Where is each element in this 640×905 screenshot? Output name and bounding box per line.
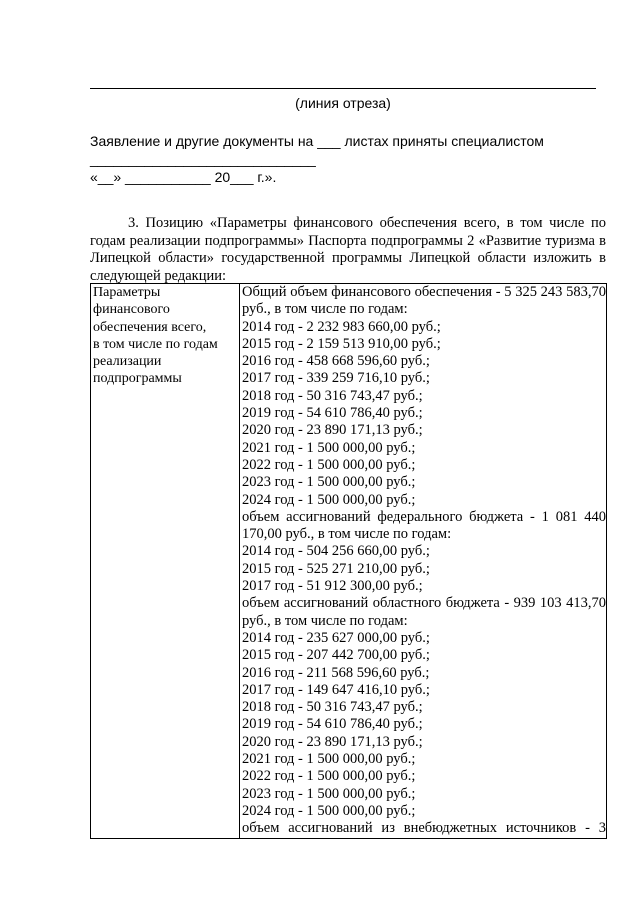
year-line: 2021 год - 1 500 000,00 руб.; xyxy=(242,751,416,768)
year-line: 2023 год - 1 500 000,00 руб.; xyxy=(242,474,416,491)
amendment-text: 3. Позицию «Параметры финансового обеспечения всего, в том числе по годам реализации подпрограммы» Паспорта подпрограммы 2 «Развитие туризма в Липецкой области» государственной программы Липецкой области изложить в следующей редакции: xyxy=(90,215,606,284)
year-line: 2014 год - 2 232 983 660,00 руб.; xyxy=(242,318,441,335)
parameter-label-cell xyxy=(91,284,240,839)
year-line: 2014 год - 235 627 000,00 руб.; xyxy=(242,629,430,646)
year-line: 2015 год - 525 271 210,00 руб.; xyxy=(242,560,430,577)
year-line: 2016 год - 458 668 596,60 руб.; xyxy=(242,353,430,370)
receipt-line-date: «__» ___________ 20___ г.». xyxy=(90,169,277,185)
receipt-block xyxy=(90,132,596,186)
cut-line xyxy=(90,88,596,89)
year-line: 2017 год - 51 912 300,00 руб.; xyxy=(242,578,423,595)
label-line: финансового xyxy=(93,302,170,318)
receipt-line-documents: Заявление и другие документы на ___ листах приняты специалистом xyxy=(90,133,544,149)
year-line: 2017 год - 149 647 416,10 руб.; xyxy=(242,681,430,698)
year-line: 2022 год - 1 500 000,00 руб.; xyxy=(242,456,416,473)
regional-header: объем ассигнований областного бюджета - 939 103 413,70 руб., в том числе по годам: xyxy=(242,595,606,629)
year-line: 2023 год - 1 500 000,00 руб.; xyxy=(242,785,416,802)
federal-header: объем ассигнований федерального бюджета - 1 081 440 170,00 руб., в том числе по годам: xyxy=(242,508,606,543)
year-line: 2014 год - 504 256 660,00 руб.; xyxy=(242,543,430,560)
label-line: реализации xyxy=(93,354,162,370)
label-line: подпрограммы xyxy=(93,371,182,387)
table-row xyxy=(91,284,607,839)
year-line: 2020 год - 23 890 171,13 руб.; xyxy=(242,422,423,439)
extra-budget-header: объем ассигнований из внебюджетных источников - 3 xyxy=(242,820,606,837)
label-line: Параметры xyxy=(93,285,161,300)
year-line: 2015 год - 207 442 700,00 руб.; xyxy=(242,647,430,664)
amendment-paragraph xyxy=(90,215,606,285)
year-line: 2016 год - 211 568 596,60 руб.; xyxy=(242,664,430,681)
total-header: Общий объем финансового обеспечения - 5 325 243 583,70 руб., в том числе по годам: xyxy=(242,284,606,318)
year-line: 2018 год - 50 316 743,47 руб.; xyxy=(242,387,423,404)
year-line: 2019 год - 54 610 786,40 руб.; xyxy=(242,716,423,733)
year-line: 2019 год - 54 610 786,40 руб.; xyxy=(242,405,423,422)
year-line: 2022 год - 1 500 000,00 руб.; xyxy=(242,768,416,785)
year-line: 2024 год - 1 500 000,00 руб.; xyxy=(242,491,416,508)
label-line: в том числе по годам xyxy=(93,336,218,352)
parameter-value-cell xyxy=(240,284,607,839)
label-line: обеспечения всего, xyxy=(93,319,207,335)
year-line: 2017 год - 339 259 716,10 руб.; xyxy=(242,370,430,387)
year-line: 2024 год - 1 500 000,00 руб.; xyxy=(242,802,416,819)
year-line: 2020 год - 23 890 171,13 руб.; xyxy=(242,733,423,750)
year-line: 2021 год - 1 500 000,00 руб.; xyxy=(242,439,416,456)
year-line: 2015 год - 2 159 513 910,00 руб.; xyxy=(242,335,441,352)
cut-line-label: (линия отреза) xyxy=(295,95,391,111)
financing-table xyxy=(90,283,607,839)
year-line: 2018 год - 50 316 743,47 руб.; xyxy=(242,699,423,716)
receipt-line-specialist: _____________________________ xyxy=(90,151,316,167)
